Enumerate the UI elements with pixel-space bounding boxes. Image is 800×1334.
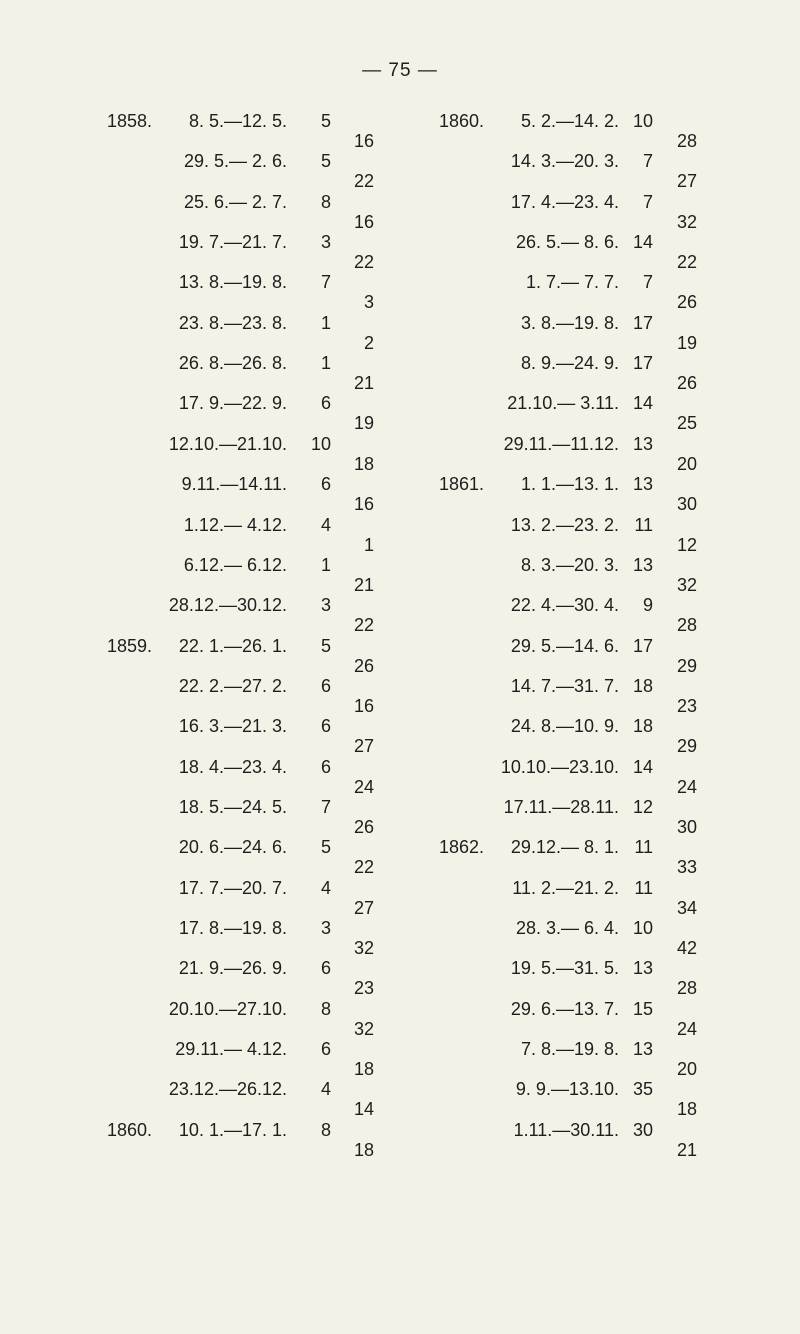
interval-value: 16 — [353, 494, 374, 515]
interval-value: 27 — [353, 736, 374, 757]
duration-value: 11 — [634, 877, 653, 898]
interval-value: 23 — [676, 695, 697, 716]
date-range: 9.11.—14.11. — [181, 474, 287, 495]
date-range: 18. 5.—24. 5. — [178, 796, 287, 817]
date-range: 1. 1.—13. 1. — [520, 474, 619, 495]
duration-value: 13 — [632, 433, 653, 454]
duration-value: 17 — [632, 353, 653, 374]
date-range: 10. 1.—17. 1. — [178, 1119, 287, 1140]
interval-value: 18 — [676, 1099, 697, 1120]
interval-value: 18 — [353, 1059, 374, 1080]
duration-value: 18 — [632, 675, 653, 696]
interval-value: 30 — [676, 494, 697, 515]
date-range: 5. 2.—14. 2. — [520, 111, 619, 131]
interval-value: 22 — [353, 171, 374, 192]
duration-value: 10 — [310, 433, 331, 454]
duration-value: 30 — [632, 1119, 653, 1140]
interval-value: 22 — [353, 615, 374, 636]
duration-value: 5 — [320, 151, 331, 172]
date-range: 13. 2.—23. 2. — [510, 514, 619, 535]
date-range: 11. 2.—21. 2. — [512, 877, 619, 898]
duration-value: 1 — [320, 312, 331, 333]
date-range: 18. 4.—23. 4. — [178, 756, 287, 777]
year-label: 1860. — [438, 111, 484, 131]
interval-value: 26 — [676, 292, 697, 313]
duration-value: 4 — [320, 877, 331, 898]
interval-value: 32 — [353, 938, 374, 958]
date-range: 17. 8.—19. 8. — [178, 918, 287, 938]
interval-value: 21 — [353, 574, 374, 595]
duration-value: 18 — [632, 716, 653, 737]
date-range: 10.10.—23.10. — [500, 756, 619, 777]
duration-value: 5 — [320, 837, 331, 858]
interval-value: 22 — [353, 857, 374, 878]
interval-value: 30 — [676, 816, 697, 837]
year-label: 1858. — [106, 111, 152, 131]
interval-value: 26 — [353, 816, 374, 837]
duration-value: 6 — [320, 474, 331, 495]
duration-value: 8 — [320, 998, 331, 1019]
interval-value: 34 — [676, 897, 697, 918]
duration-value: 10 — [632, 111, 653, 131]
date-range: 29. 6.—13. 7. — [510, 998, 619, 1019]
duration-value: 13 — [632, 1039, 653, 1060]
date-range: 8. 5.—12. 5. — [188, 111, 287, 131]
interval-value: 24 — [676, 1018, 697, 1039]
duration-value: 8 — [320, 191, 331, 212]
duration-value: 1 — [320, 554, 331, 575]
duration-value: 7 — [642, 272, 653, 293]
interval-value: 26 — [353, 655, 374, 676]
interval-value: 29 — [676, 736, 697, 757]
date-range: 17. 4.—23. 4. — [510, 191, 619, 212]
duration-value: 7 — [642, 151, 653, 172]
duration-value: 14 — [632, 393, 653, 414]
date-range: 3. 8.—19. 8. — [520, 312, 619, 333]
date-range: 12.10.—21.10. — [168, 433, 287, 454]
interval-value: 12 — [676, 534, 697, 555]
date-range: 1.12.— 4.12. — [183, 514, 287, 535]
date-range: 29.11.—11.12. — [503, 433, 619, 454]
duration-value: 10 — [632, 918, 653, 938]
duration-value: 4 — [320, 514, 331, 535]
interval-value: 19 — [353, 413, 374, 434]
duration-value: 6 — [320, 393, 331, 414]
interval-value: 19 — [676, 332, 697, 353]
date-range: 14. 7.—31. 7. — [510, 675, 619, 696]
year-label: 1859. — [106, 635, 152, 656]
date-range: 14. 3.—20. 3. — [510, 151, 619, 172]
duration-value: 6 — [320, 716, 331, 737]
interval-value: 16 — [353, 211, 374, 232]
duration-value: 3 — [320, 232, 331, 253]
date-range: 13. 8.—19. 8. — [178, 272, 287, 293]
interval-value: 32 — [353, 1018, 374, 1039]
interval-value: 28 — [676, 131, 697, 151]
duration-value: 7 — [320, 272, 331, 293]
duration-value: 14 — [632, 232, 653, 253]
year-label: 1861. — [438, 474, 484, 495]
interval-value: 22 — [353, 252, 374, 273]
duration-value: 13 — [632, 958, 653, 979]
page-number: — 75 — — [362, 60, 438, 81]
interval-value: 20 — [676, 453, 697, 474]
duration-value: 8 — [320, 1119, 331, 1140]
date-range: 8. 9.—24. 9. — [520, 353, 619, 374]
duration-value: 3 — [320, 918, 331, 938]
date-range: 28.12.—30.12. — [168, 595, 287, 616]
date-range: 19. 7.—21. 7. — [178, 232, 287, 253]
date-range: 29. 5.— 2. 6. — [183, 151, 287, 172]
interval-value: 14 — [353, 1099, 374, 1120]
date-range: 25. 6.— 2. 7. — [183, 191, 287, 212]
interval-value: 23 — [353, 978, 374, 999]
date-range: 17. 9.—22. 9. — [178, 393, 287, 414]
duration-value: 7 — [320, 796, 331, 817]
interval-value: 28 — [676, 978, 697, 999]
date-range: 24. 8.—10. 9. — [510, 716, 619, 737]
date-range: 21. 9.—26. 9. — [178, 958, 287, 979]
date-range: 21.10.— 3.11. — [507, 393, 619, 414]
duration-value: 3 — [320, 595, 331, 616]
date-range: 26. 8.—26. 8. — [178, 353, 287, 374]
duration-value: 35 — [632, 1079, 653, 1100]
date-range: 1.11.—30.11. — [513, 1119, 619, 1140]
duration-value: 6 — [320, 675, 331, 696]
interval-value: 21 — [676, 1139, 697, 1160]
year-label: 1862. — [438, 837, 484, 858]
duration-value: 13 — [632, 554, 653, 575]
duration-value: 6 — [320, 958, 331, 979]
date-range: 20. 6.—24. 6. — [178, 837, 287, 858]
date-range: 29.11.— 4.12. — [175, 1039, 287, 1060]
date-range: 6.12.— 6.12. — [183, 554, 287, 575]
duration-value: 4 — [320, 1079, 331, 1100]
date-range: 16. 3.—21. 3. — [178, 716, 287, 737]
duration-value: 15 — [632, 998, 653, 1019]
interval-value: 16 — [353, 695, 374, 716]
interval-value: 32 — [676, 574, 697, 595]
duration-value: 1 — [320, 353, 331, 374]
date-range: 22. 1.—26. 1. — [178, 635, 287, 656]
interval-value: 26 — [676, 373, 697, 394]
duration-value: 6 — [320, 756, 331, 777]
interval-value: 22 — [676, 252, 697, 273]
date-range: 23. 8.—23. 8. — [178, 312, 287, 333]
interval-value: 42 — [676, 938, 697, 958]
interval-value: 18 — [353, 1139, 374, 1160]
duration-value: 7 — [642, 191, 653, 212]
date-range: 29.12.— 8. 1. — [510, 837, 619, 858]
interval-value: 27 — [676, 171, 697, 192]
date-range: 22. 4.—30. 4. — [510, 595, 619, 616]
duration-value: 5 — [320, 635, 331, 656]
duration-value: 17 — [632, 312, 653, 333]
duration-value: 13 — [632, 474, 653, 495]
interval-value: 33 — [676, 857, 697, 878]
date-range: 17. 7.—20. 7. — [178, 877, 287, 898]
date-range: 29. 5.—14. 6. — [510, 635, 619, 656]
duration-value: 5 — [320, 111, 331, 131]
date-range: 7. 8.—19. 8. — [520, 1039, 619, 1060]
interval-value: 28 — [676, 615, 697, 636]
interval-value: 25 — [676, 413, 697, 434]
interval-value: 20 — [676, 1059, 697, 1080]
duration-value: 12 — [632, 796, 653, 817]
date-range: 19. 5.—31. 5. — [510, 958, 619, 979]
interval-value: 3 — [363, 292, 374, 313]
duration-value: 11 — [634, 837, 653, 858]
duration-value: 14 — [632, 756, 653, 777]
interval-value: 2 — [363, 332, 374, 353]
duration-value: 6 — [320, 1039, 331, 1060]
date-range: 8. 3.—20. 3. — [520, 554, 619, 575]
date-range: 20.10.—27.10. — [168, 998, 287, 1019]
duration-value: 17 — [632, 635, 653, 656]
interval-value: 24 — [676, 776, 697, 797]
interval-value: 32 — [676, 211, 697, 232]
date-range: 22. 2.—27. 2. — [178, 675, 287, 696]
interval-value: 21 — [353, 373, 374, 394]
year-label: 1860. — [106, 1119, 152, 1140]
interval-value: 18 — [353, 453, 374, 474]
date-range: 1. 7.— 7. 7. — [525, 272, 619, 293]
date-range: 26. 5.— 8. 6. — [515, 232, 619, 253]
duration-value: 9 — [642, 595, 653, 616]
date-range: 28. 3.— 6. 4. — [515, 918, 619, 938]
interval-value: 24 — [353, 776, 374, 797]
date-range: 23.12.—26.12. — [168, 1079, 287, 1100]
interval-value: 29 — [676, 655, 697, 676]
duration-value: 11 — [634, 514, 653, 535]
interval-value: 16 — [353, 131, 374, 151]
date-range: 9. 9.—13.10. — [515, 1079, 619, 1100]
interval-value: 27 — [353, 897, 374, 918]
interval-value: 1 — [363, 534, 374, 555]
date-range: 17.11.—28.11. — [503, 796, 619, 817]
